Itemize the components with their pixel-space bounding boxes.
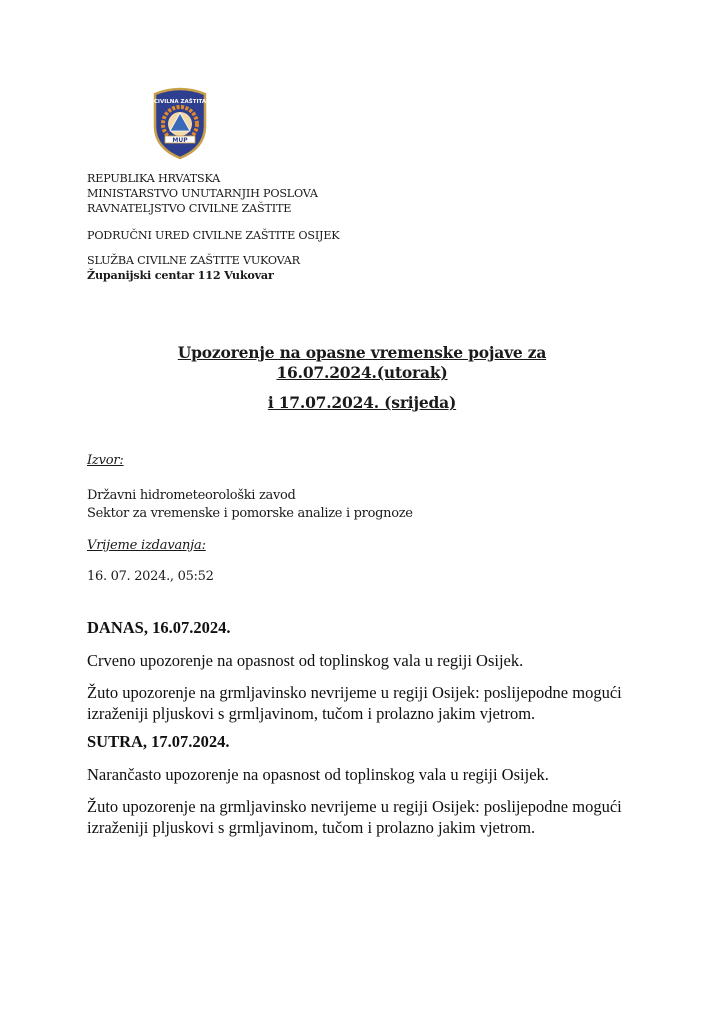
header-office: PODRUČNI URED CIVILNE ZAŠTITE OSIJEK [87,229,340,242]
header-line-ministry: MINISTARSTVO UNUTARNJIH POSLOVA [87,187,318,200]
source-label: Izvor: [87,453,124,468]
today-yellow-warning [87,682,622,724]
institution-header [87,171,318,216]
header-line-republic: REPUBLIKA HRVATSKA [87,172,221,185]
header-center: Županijski centar 112 Vukovar [87,268,274,282]
page-title-line-1: Upozorenje na opasne vremenske pojave za [177,343,547,362]
page-title-line-3: i 17.07.2024. (srijeda) [267,393,457,412]
today-heading: DANAS, 16.07.2024. [87,618,231,637]
civilna-zastita-logo-icon [151,86,209,160]
source-institution: Državni hidrometeorološki zavod [87,488,296,503]
source-department: Sektor za vremenske i pomorske analize i prognoze [87,506,413,521]
logo-top-text: CIVILNA ZAŠTITA [153,99,207,105]
today-red-warning: Crveno upozorenje na opasnost od toplinskog vala u regiji Osijek. [87,651,524,670]
source-block [87,487,413,523]
page-title-line-2: 16.07.2024.(utorak) [276,363,448,382]
header-service-block [87,253,300,283]
tomorrow-yellow-warning [87,796,622,838]
tomorrow-heading: SUTRA, 17.07.2024. [87,732,230,751]
logo-mup-text: MUP [172,137,188,144]
tomorrow-orange-warning: Narančasto upozorenje na opasnost od toplinskog vala u regiji Osijek. [87,765,549,784]
today-yellow-warning-line-2: izraženiji pljuskovi s grmljavinom, tučom i prolazno jakim vjetrom. [87,704,536,723]
header-service: SLUŽBA CIVILNE ZAŠTITE VUKOVAR [87,254,300,267]
issued-value: 16. 07. 2024., 05:52 [87,569,214,584]
today-yellow-warning-line-1: Žuto upozorenje na grmljavinsko nevrijeme u regiji Osijek: poslijepodne mogući [87,683,622,702]
header-line-directorate: RAVNATELJSTVO CIVILNE ZAŠTITE [87,202,292,215]
tomorrow-yellow-warning-line-1: Žuto upozorenje na grmljavinsko nevrijeme u regiji Osijek: poslijepodne mogući [87,797,622,816]
issued-label: Vrijeme izdavanja: [87,538,206,553]
tomorrow-yellow-warning-line-2: izraženiji pljuskovi s grmljavinom, tučom i prolazno jakim vjetrom. [87,818,536,837]
